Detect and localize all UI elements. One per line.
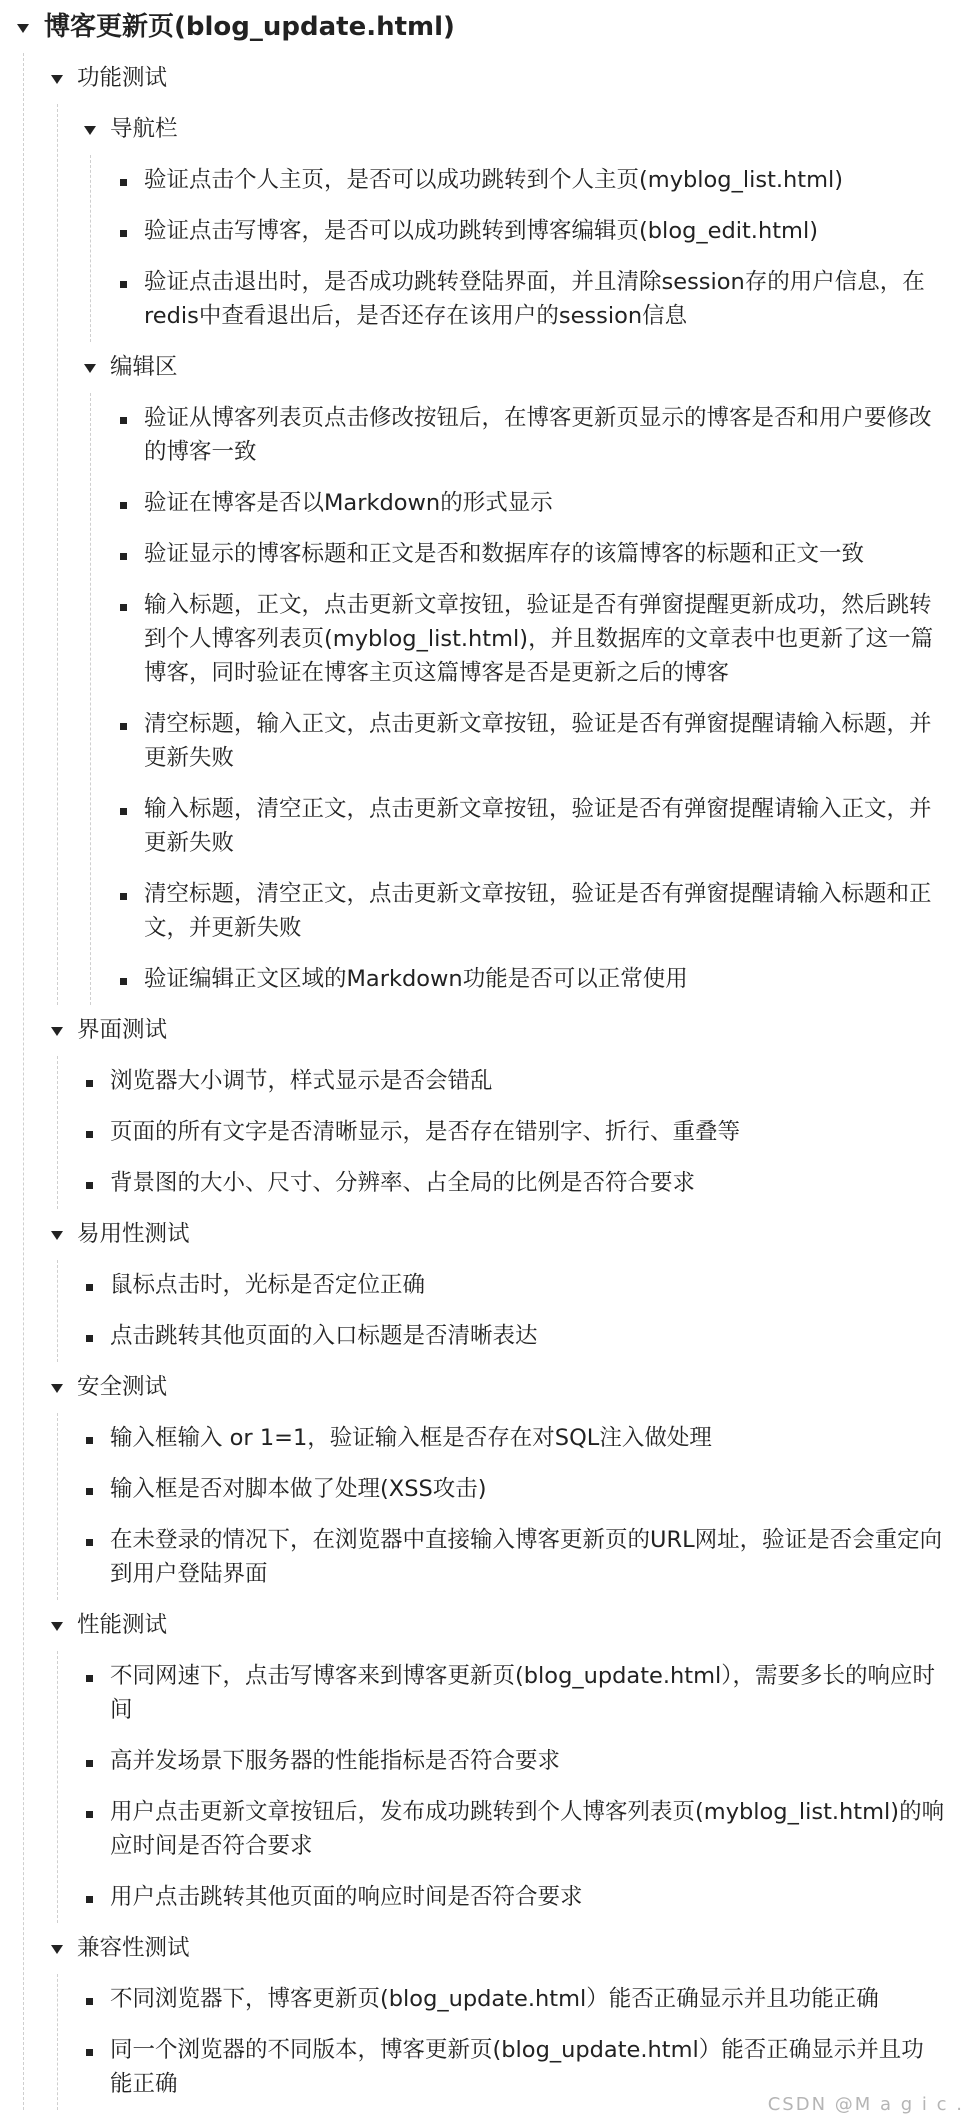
bullet-icon: [120, 978, 127, 985]
list-item: [0, 1651, 976, 1736]
section-label: 安全测试: [77, 1374, 168, 1400]
usability-test-items: [0, 1260, 976, 1362]
bullet-icon: [86, 1675, 93, 1682]
list-item: [0, 954, 976, 1005]
bullet-icon: [86, 2049, 93, 2056]
bullet-icon: [86, 1437, 93, 1444]
bullet-icon: [120, 230, 127, 237]
list-item: [0, 1787, 976, 1872]
root-children: [0, 53, 976, 2110]
list-item: [0, 1107, 976, 1158]
item-text: 用户点击跳转其他页面的响应时间是否符合要求: [110, 1884, 583, 1910]
list-item: [0, 529, 976, 580]
bullet-icon: [86, 1896, 93, 1903]
section-label: 易用性测试: [77, 1221, 190, 1247]
item-text: 背景图的大小、尺寸、分辨率、占全局的比例是否符合要求: [110, 1170, 696, 1196]
item-text: 鼠标点击时，光标是否定位正确: [110, 1272, 426, 1298]
subsection-label: 导航栏: [110, 116, 178, 142]
item-text: 验证在博客是否以Markdown的形式显示: [144, 490, 553, 516]
bullet-icon: [120, 179, 127, 186]
bullet-icon: [120, 723, 127, 730]
item-text: 清空标题，输入正文，点击更新文章按钮，验证是否有弹窗提醒请输入标题，并更新失败: [144, 711, 932, 771]
section-ui-test[interactable]: [0, 1005, 976, 1056]
bullet-icon: [86, 1998, 93, 2005]
collapse-toggle-icon[interactable]: [51, 1231, 63, 1240]
section-label: 性能测试: [77, 1612, 168, 1638]
ui-test-items: [0, 1056, 976, 1209]
bullet-icon: [86, 1539, 93, 1546]
item-text: 验证从博客列表页点击修改按钮后，在博客更新页显示的博客是否和用户要修改的博客一致: [144, 405, 932, 465]
performance-test-items: [0, 1651, 976, 1923]
navbar-items: [0, 155, 976, 342]
collapse-toggle-icon[interactable]: [51, 1384, 63, 1393]
bullet-icon: [86, 1335, 93, 1342]
list-item: [0, 699, 976, 784]
list-item: [0, 393, 976, 478]
list-item: [0, 784, 976, 869]
security-test-items: [0, 1413, 976, 1600]
list-item: [0, 1413, 976, 1464]
item-text: 输入标题，正文，点击更新文章按钮，验证是否有弹窗提醒更新成功，然后跳转到个人博客列表页(myblog_list.html)，并且数据库的文章表中也更新了这一篇博客，同时验证在博客主页这篇博客是否是更新之后的博客: [144, 592, 934, 686]
bullet-icon: [86, 1488, 93, 1495]
bullet-icon: [86, 1284, 93, 1291]
item-text: 验证显示的博客标题和正文是否和数据库存的该篇博客的标题和正文一致: [144, 541, 865, 567]
collapse-toggle-icon[interactable]: [17, 24, 29, 33]
section-usability-test[interactable]: [0, 1209, 976, 1260]
bullet-icon: [120, 604, 127, 611]
bullet-icon: [86, 1131, 93, 1138]
item-text: 用户点击更新文章按钮后，发布成功跳转到个人博客列表页(myblog_list.html)的响应时间是否符合要求: [110, 1799, 945, 1859]
item-text: 在未登录的情况下，在浏览器中直接输入博客更新页的URL网址，验证是否会重定向到用户登陆界面: [110, 1527, 943, 1587]
bullet-icon: [120, 893, 127, 900]
bullet-icon: [86, 1760, 93, 1767]
section-label: 功能测试: [77, 65, 168, 91]
collapse-toggle-icon[interactable]: [51, 1622, 63, 1631]
section-compatibility-test[interactable]: [0, 1923, 976, 1974]
item-text: 高并发场景下服务器的性能指标是否符合要求: [110, 1748, 561, 1774]
item-text: 验证点击写博客，是否可以成功跳转到博客编辑页(blog_edit.html): [144, 218, 818, 244]
subsection-navbar[interactable]: [0, 104, 976, 155]
list-item: [0, 1515, 976, 1600]
list-item: [0, 1974, 976, 2025]
watermark: CSDN @M a g i c .: [767, 2094, 964, 2115]
section-performance-test[interactable]: [0, 1600, 976, 1651]
item-text: 清空标题，清空正文，点击更新文章按钮，验证是否有弹窗提醒请输入标题和正文，并更新失败: [144, 881, 932, 941]
collapse-toggle-icon[interactable]: [84, 364, 96, 373]
bullet-icon: [86, 1811, 93, 1818]
item-text: 不同浏览器下，博客更新页(blog_update.html）能否正确显示并且功能正确: [110, 1986, 879, 2012]
item-text: 验证编辑正文区域的Markdown功能是否可以正常使用: [144, 966, 688, 992]
collapse-toggle-icon[interactable]: [51, 75, 63, 84]
subsection-label: 编辑区: [110, 354, 178, 380]
item-text: 浏览器大小调节，样式显示是否会错乱: [110, 1068, 493, 1094]
item-text: 页面的所有文字是否清晰显示，是否存在错别字、折行、重叠等: [110, 1119, 741, 1145]
editor-items: [0, 393, 976, 1005]
bullet-icon: [86, 1080, 93, 1087]
list-item: [0, 1311, 976, 1362]
item-text: 输入标题，清空正文，点击更新文章按钮，验证是否有弹窗提醒请输入正文，并更新失败: [144, 796, 932, 856]
functional-children: [0, 104, 976, 1005]
list-item: [0, 869, 976, 954]
item-text: 输入框输入 or 1=1，验证输入框是否存在对SQL注入做处理: [110, 1425, 712, 1451]
bullet-icon: [120, 281, 127, 288]
bullet-icon: [120, 502, 127, 509]
list-item: [0, 1736, 976, 1787]
subsection-editor[interactable]: [0, 342, 976, 393]
list-item: [0, 155, 976, 206]
item-text: 不同网速下，点击写博客来到博客更新页(blog_update.html），需要多长的响应时间: [110, 1663, 936, 1723]
list-item: [0, 580, 976, 699]
item-text: 验证点击个人主页，是否可以成功跳转到个人主页(myblog_list.html): [144, 167, 844, 193]
list-item: [0, 1056, 976, 1107]
collapse-toggle-icon[interactable]: [51, 1945, 63, 1954]
item-text: 输入框是否对脚本做了处理(XSS攻击): [110, 1476, 487, 1502]
item-text: 点击跳转其他页面的入口标题是否清晰表达: [110, 1323, 538, 1349]
collapse-toggle-icon[interactable]: [51, 1027, 63, 1036]
collapse-toggle-icon[interactable]: [84, 126, 96, 135]
bullet-icon: [86, 1182, 93, 1189]
list-item: [0, 1260, 976, 1311]
root-title: 博客更新页(blog_update.html): [44, 12, 455, 42]
section-security-test[interactable]: [0, 1362, 976, 1413]
item-text: 验证点击退出时，是否成功跳转登陆界面，并且清除session存的用户信息，在redis中查看退出后，是否还存在该用户的session信息: [144, 269, 925, 329]
root-node[interactable]: [0, 2, 976, 53]
item-text: 同一个浏览器的不同版本，博客更新页(blog_update.html）能否正确显示并且功能正确: [110, 2037, 924, 2097]
bullet-icon: [120, 808, 127, 815]
bullet-icon: [120, 553, 127, 560]
section-functional-test[interactable]: [0, 53, 976, 104]
section-label: 兼容性测试: [77, 1935, 190, 1961]
list-item: [0, 1872, 976, 1923]
compatibility-test-items: [0, 1974, 976, 2110]
list-item: [0, 257, 976, 342]
section-label: 界面测试: [77, 1017, 168, 1043]
list-item: [0, 1158, 976, 1209]
bullet-icon: [120, 417, 127, 424]
list-item: [0, 206, 976, 257]
list-item: [0, 1464, 976, 1515]
list-item: [0, 478, 976, 529]
